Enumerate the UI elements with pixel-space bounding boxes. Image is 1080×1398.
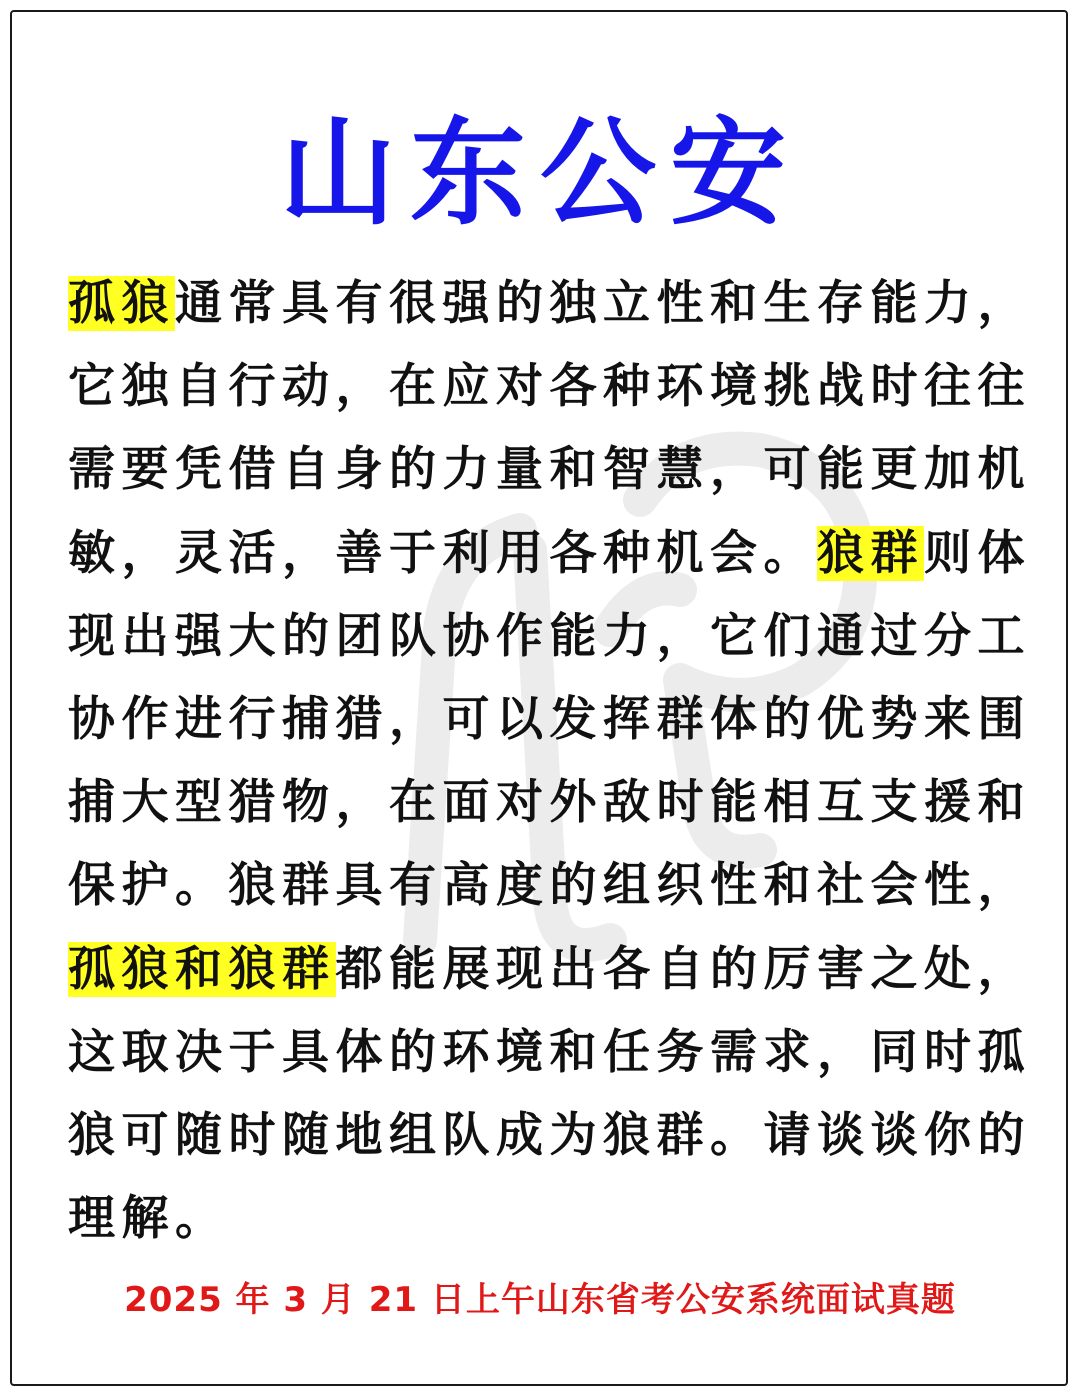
text-line-7: 捕大型猎物，在面对外敌时能相互支援和	[68, 775, 1031, 831]
text-line-1: 孤狼通常具有很强的独立性和生存能力，	[68, 276, 1031, 331]
text-line-6: 协作进行捕猎，可以发挥群体的优势来围	[68, 692, 1031, 748]
text-line-2: 它独自行动，在应对各种环境挑战时往往	[68, 359, 1031, 415]
text-line-9: 孤狼和狼群都能展现出各自的厉害之处，	[68, 941, 1031, 997]
text-line-11: 狼可随时随地组队成为狼群。请谈谈你的	[68, 1108, 1031, 1164]
highlight-lone-wolf: 孤狼	[68, 276, 175, 331]
text-line-10: 这取决于具体的环境和任务需求，同时孤	[68, 1024, 1031, 1080]
text-line-5: 现出强大的团队协作能力，它们通过分工	[68, 608, 1031, 664]
page-title: 山东公安	[280, 105, 800, 241]
text-line-4: 敏，灵活，善于利用各种机会。狼群则体	[68, 525, 1031, 581]
question-paragraph	[68, 262, 1031, 1260]
highlight-lone-wolf-and-pack: 孤狼和狼群	[68, 941, 336, 997]
exam-source-caption: 2025 年 3 月 21 日上午山东省考公安系统面试真题	[124, 1280, 956, 1320]
text-line-3: 需要凭借自身的力量和智慧，可能更加机	[68, 442, 1031, 498]
text-line-12: 理解。	[68, 1191, 229, 1247]
highlight-wolf-pack: 狼群	[817, 525, 924, 581]
text-line-8: 保护。狼群具有高度的组织性和社会性，	[68, 858, 1031, 914]
